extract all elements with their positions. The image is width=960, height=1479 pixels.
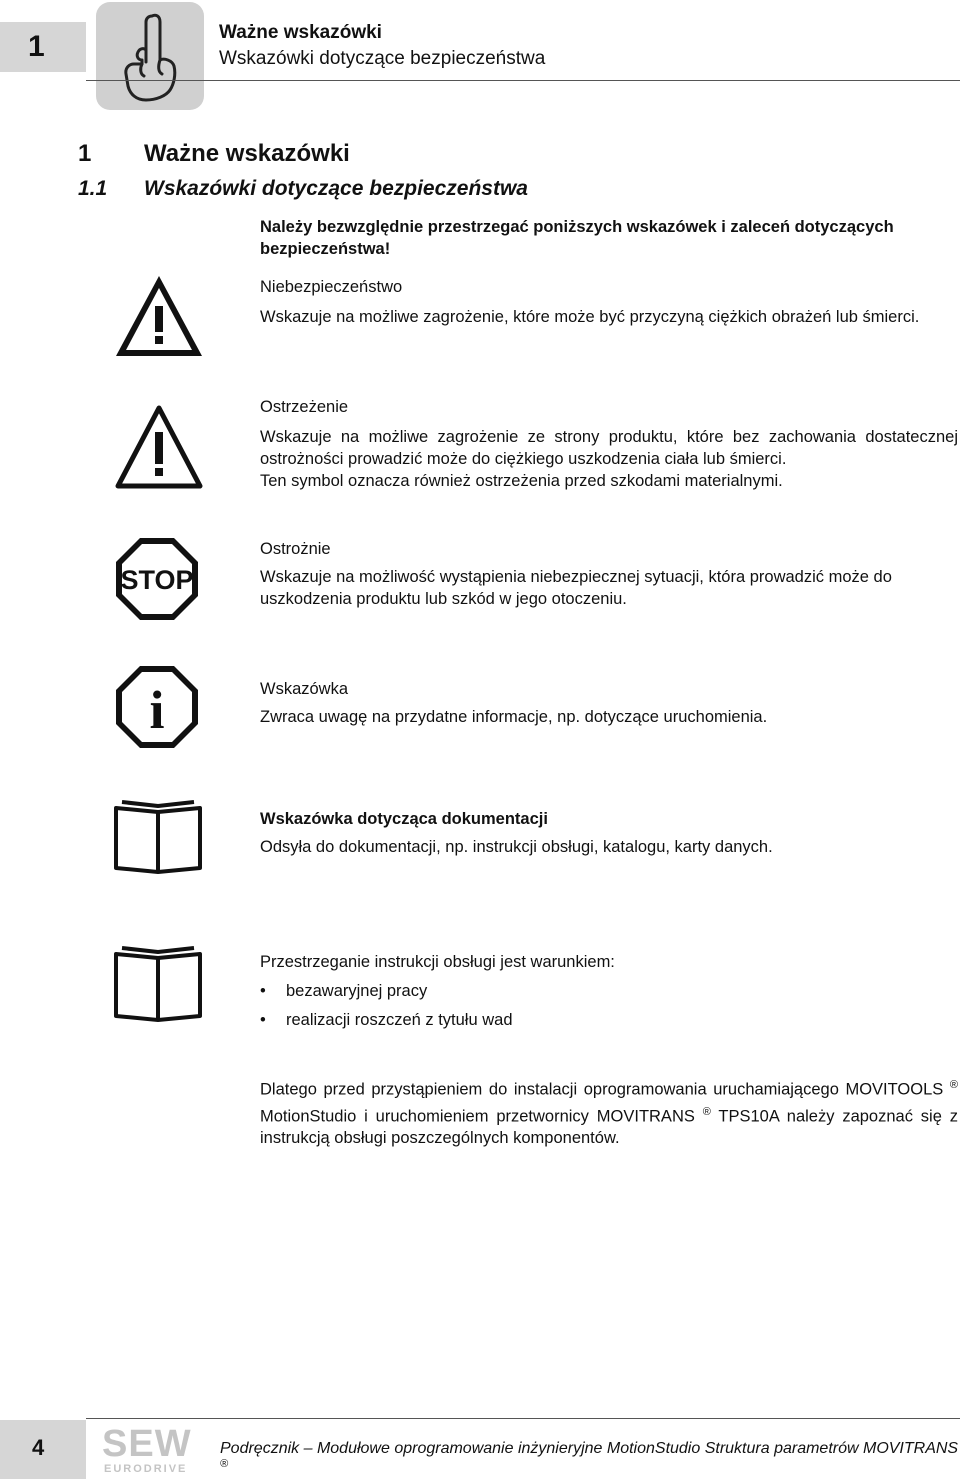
notice-info-text: Zwraca uwagę na przydatne informacje, np. dotyczące uruchomienia. — [260, 708, 768, 726]
list-item: • realizacji roszczeń z tytułu wad — [260, 1009, 958, 1038]
list-item: • bezawaryjnej pracy — [260, 980, 958, 1009]
footer-page-tab — [0, 1420, 86, 1479]
heading-1-number: 1 — [78, 140, 92, 167]
danger-triangle-icon — [112, 272, 206, 360]
footer-title: Podręcznik – Modułowe oprogramowanie inżynieryjne MotionStudio Struktura parametrów MOVITRANS — [220, 1440, 959, 1457]
notice-caution-text: Wskazuje na możliwość wystąpienia niebezpiecznej sytuacji, która prowadzić może do uszkodzenia produktu lub szkód w jego otoczeniu. — [260, 568, 892, 608]
notice-danger-text: Wskazuje na możliwe zagrożenie, które może być przyczyną ciężkich obrażeń lub śmierci. — [260, 308, 920, 326]
closing-part-3: TPS10A należy zapoznać się z instrukcją obsługi poszczególnych komponentów. — [260, 1107, 959, 1147]
warning-triangle-icon — [112, 402, 206, 492]
book-icon-2 — [110, 942, 206, 1026]
header-title: Ważne wskazówki — [219, 22, 382, 43]
closing-part-2: MotionStudio i uruchomieniem przetwornicy MOVITRANS — [260, 1107, 695, 1125]
logo-eurodrive: EURODRIVE — [104, 1463, 188, 1475]
stop-label: STOP — [120, 565, 194, 595]
registered-mark: ® — [702, 1105, 711, 1118]
footer-text — [220, 1440, 960, 1478]
requirements-list — [260, 980, 958, 1038]
registered-mark: ® — [949, 1079, 958, 1091]
notice-warning-text-2: Ten symbol oznacza również ostrzeżenia przed szkodami materialnymi. — [260, 472, 783, 490]
intro-text: Należy bezwzględnie przestrzegać poniższych wskazówek i zaleceń dotyczących bezpieczeństwa! — [260, 218, 894, 258]
book-icon — [110, 798, 206, 878]
notice-warning-title: Ostrzeżenie — [260, 398, 349, 416]
heading-2-number: 1.1 — [78, 177, 108, 200]
chapter-number-tab — [0, 22, 86, 72]
heading-1 — [78, 140, 350, 168]
logo-sew: SEW — [102, 1423, 192, 1465]
notice-docs-title: Wskazówka dotycząca dokumentacji — [260, 810, 548, 828]
notice-caution-title: Ostrożnie — [260, 540, 331, 558]
header-icon-tab — [96, 2, 204, 110]
pointing-hand-icon — [96, 2, 204, 110]
notice-info-title: Wskazówka — [260, 680, 349, 698]
page-number: 4 — [32, 1435, 45, 1460]
footer-divider — [86, 1418, 960, 1419]
heading-1-text: Ważne wskazówki — [144, 140, 350, 167]
closing-paragraph — [260, 1074, 958, 1149]
heading-2-text: Wskazówki dotyczące bezpieczeństwa — [144, 177, 528, 200]
registered-mark: ® — [220, 1458, 229, 1470]
notice-warning-text: Wskazuje na możliwe zagrożenie ze strony produktu, które bez zachowania dostatecznej ostrożności prowadzić może do ciężkiego uszkodzenia ciała lub śmierci. — [260, 428, 958, 468]
info-glyph: i — [149, 680, 165, 740]
header-divider — [86, 80, 960, 81]
requirements-lead: Przestrzeganie instrukcji obsługi jest warunkiem: — [260, 953, 615, 971]
chapter-number: 1 — [28, 30, 45, 63]
stop-icon — [114, 536, 200, 622]
heading-2 — [78, 177, 528, 201]
notice-danger-title: Niebezpieczeństwo — [260, 278, 403, 296]
closing-part-1: Dlatego przed przystąpieniem do instalacji oprogramowania uruchamiającego MOVITOOLS — [260, 1080, 944, 1099]
notice-docs-text: Odsyła do dokumentacji, np. instrukcji obsługi, katalogu, karty danych. — [260, 838, 773, 856]
header-subtitle: Wskazówki dotyczące bezpieczeństwa — [219, 48, 546, 69]
info-icon — [114, 664, 200, 750]
